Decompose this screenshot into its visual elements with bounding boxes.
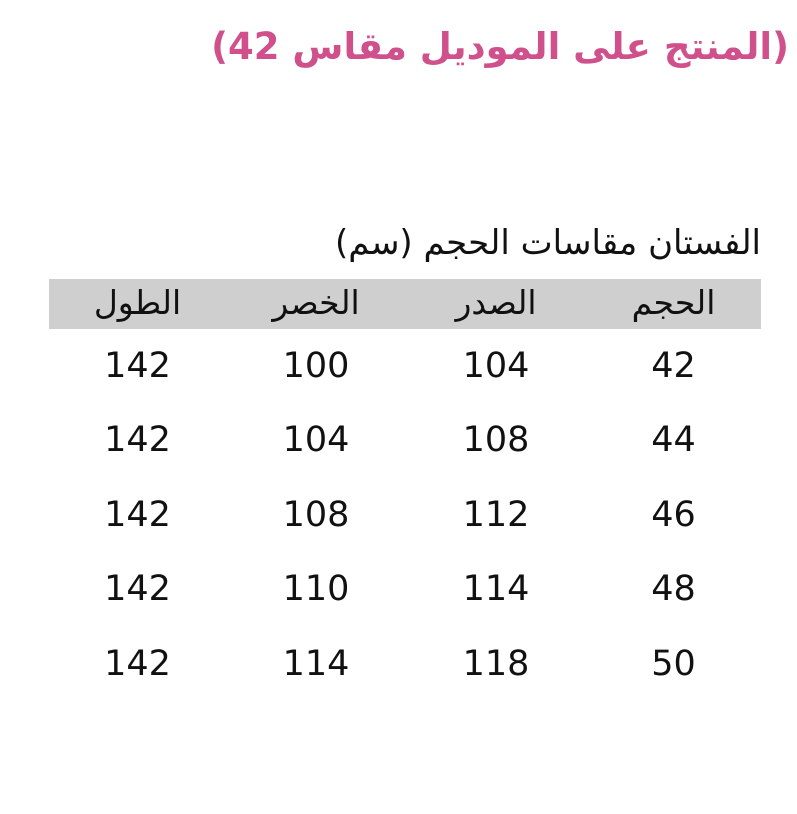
cell-size: 46: [651, 494, 696, 535]
table-row: [49, 552, 761, 627]
cell-size: 48: [651, 569, 696, 610]
column-header-length: الطول: [49, 279, 226, 329]
cell-chest: 108: [462, 420, 530, 461]
cell-size: 42: [651, 345, 696, 386]
size-table-caption: الفستان مقاسات الحجم (سم): [335, 223, 761, 263]
cell-chest: 114: [462, 569, 530, 610]
table-header-row: [49, 279, 761, 329]
cell-waist: 110: [282, 569, 350, 610]
table-row: [49, 403, 761, 478]
size-table: [49, 279, 761, 702]
cell-chest: 118: [462, 643, 530, 684]
column-header-chest: الصدر: [406, 279, 586, 329]
cell-waist: 108: [282, 494, 350, 535]
cell-length: 142: [104, 569, 171, 610]
cell-waist: 100: [282, 345, 350, 386]
model-size-note: (المنتج على الموديل مقاس 42): [211, 25, 789, 68]
cell-size: 44: [651, 420, 696, 461]
cell-waist: 104: [282, 420, 350, 461]
cell-length: 142: [104, 494, 171, 535]
cell-chest: 112: [462, 494, 530, 535]
table-row: [49, 329, 761, 404]
cell-length: 142: [104, 643, 171, 684]
cell-chest: 104: [462, 345, 530, 386]
cell-waist: 114: [282, 643, 350, 684]
cell-size: 50: [651, 643, 696, 684]
column-header-waist: الخصر: [226, 279, 406, 329]
column-header-size: الحجم: [586, 279, 761, 329]
cell-length: 142: [104, 345, 171, 386]
size-table-block: [0, 222, 797, 701]
table-row: [49, 478, 761, 553]
table-row: [49, 627, 761, 702]
cell-length: 142: [104, 420, 171, 461]
